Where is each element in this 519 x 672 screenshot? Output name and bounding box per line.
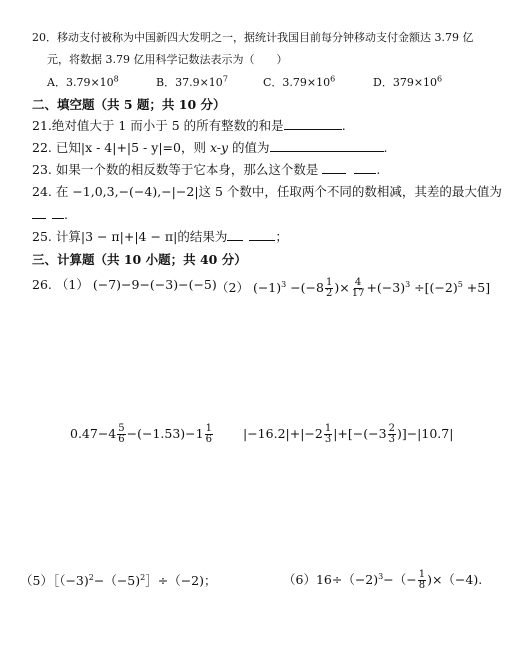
answer-blank[interactable] xyxy=(284,118,342,130)
expr-exponent: 3 xyxy=(281,280,287,289)
expr-exponent: 2 xyxy=(88,573,94,582)
part-label: （2） xyxy=(216,280,249,296)
expr-term: +(−3) xyxy=(366,280,406,296)
option-value: 37.9×10 xyxy=(175,76,223,89)
answer-blank[interactable] xyxy=(270,140,384,152)
option-label: A． xyxy=(47,76,66,89)
numerator: 2 xyxy=(388,423,395,434)
q22-variable: x-y xyxy=(209,140,229,155)
q26-label: 26. xyxy=(32,277,52,292)
q20-option-b xyxy=(156,74,228,90)
option-value: 3.79×10 xyxy=(65,76,114,89)
expr-term: 16÷（−2) xyxy=(315,572,379,588)
q20-line1: 20．移动支付被称为中国新四大发明之一，据统计我国目前每分钟移动支付金额达 3.79 亿 xyxy=(32,31,474,44)
q26-part1 xyxy=(32,277,217,293)
fraction xyxy=(418,570,426,591)
answer-blank[interactable] xyxy=(249,229,275,241)
section-3-title: 三、计算题（共 10 小题；共 40 分） xyxy=(32,252,247,267)
option-label: C． xyxy=(263,76,283,89)
expr-term: −（−5) xyxy=(93,573,141,589)
option-exponent: 6 xyxy=(330,74,336,84)
part-label: （5） xyxy=(20,573,53,589)
expr-term: |−16.2|+|−2 xyxy=(243,426,323,441)
option-label: B． xyxy=(156,76,176,89)
expr-term: −(−8 xyxy=(286,280,324,296)
denominator: 3 xyxy=(324,434,332,445)
option-exponent: 8 xyxy=(113,74,119,84)
expr-term: ÷[(−2) xyxy=(410,280,458,296)
numerator: 4 xyxy=(354,277,362,289)
expr-term: )]−|10.7| xyxy=(396,426,454,441)
expr-exponent: 2 xyxy=(140,573,146,582)
q22-suffix: 的值为 xyxy=(228,140,270,155)
denominator: 2 xyxy=(325,288,333,300)
q24-line2: . xyxy=(32,207,68,223)
numerator: 1 xyxy=(324,423,332,434)
q24-line1: 24. 在 −1,0,3,−(−4),−|−2|这 5 个数中，任取两个不同的数相减，其差的最大值为 xyxy=(32,184,502,199)
q21-text: 21.绝对值大于 1 而小于 5 的所有整数的和是 xyxy=(32,118,284,133)
answer-blank[interactable] xyxy=(322,162,346,174)
numerator: 1 xyxy=(418,569,426,581)
option-exponent: 6 xyxy=(437,74,443,84)
q22-text: 22. 已知|x - 4|+|5 - y|=0，则 xyxy=(32,140,210,155)
q20-option-c xyxy=(263,74,335,90)
expr-term: ］÷（−2)； xyxy=(145,573,217,589)
expr-term: −(−1.53)−1 xyxy=(126,426,204,441)
option-label: D． xyxy=(373,76,393,89)
fraction xyxy=(117,424,125,445)
option-exponent: 7 xyxy=(222,74,228,84)
q23-text: 23. 如果一个数的相反数等于它本身，那么这个数是 xyxy=(32,162,319,177)
q26-part4 xyxy=(243,421,453,447)
q26-part2 xyxy=(216,273,490,300)
section-2-title: 二、填空题（共 5 题；共 10 分） xyxy=(32,97,226,112)
expr-term: +5] xyxy=(462,280,491,296)
fraction xyxy=(324,424,332,445)
expr-term: )× xyxy=(334,280,350,296)
q26-part3 xyxy=(70,421,214,447)
answer-blank[interactable] xyxy=(52,207,64,219)
q26-part6 xyxy=(283,563,482,594)
numerator: 1 xyxy=(205,423,212,434)
expr-exponent: 5 xyxy=(457,280,463,289)
expr-term: 0.47−4 xyxy=(70,426,117,441)
fraction xyxy=(388,424,396,445)
option-value: 379×10 xyxy=(392,76,438,89)
q23-end: . xyxy=(376,162,381,177)
denominator: 17 xyxy=(351,288,365,300)
q23 xyxy=(32,162,380,178)
expr-term: )×（−4). xyxy=(427,572,483,588)
q22: 22. 已知|x - 4|+|5 - y|=0，则 x-y 的值为 . xyxy=(32,140,388,155)
part-label: （1） xyxy=(55,277,89,292)
q20-option-a xyxy=(47,74,119,90)
answer-blank[interactable] xyxy=(354,162,376,174)
denominator: 6 xyxy=(205,434,212,445)
option-value: 3.79×10 xyxy=(282,76,331,89)
part-label: （6） xyxy=(283,572,316,588)
answer-blank[interactable] xyxy=(227,229,243,241)
fraction xyxy=(205,424,213,445)
expr-term: |+[−(−3 xyxy=(333,426,387,441)
part1-expression: (−7)−9−(−3)−(−5) xyxy=(92,277,217,292)
part2-expression xyxy=(252,277,491,300)
q21: 21.绝对值大于 1 而小于 5 的所有整数的和是 . xyxy=(32,118,346,133)
denominator: 8 xyxy=(418,580,426,592)
q20-line2: 元，将数据 3.79 亿用科学记数法表示为（ ） xyxy=(47,53,288,66)
expr-term: −（− xyxy=(383,572,417,588)
fraction xyxy=(351,278,366,299)
numerator: 1 xyxy=(325,277,333,289)
expr-exponent: 3 xyxy=(405,280,411,289)
q25 xyxy=(32,229,288,245)
denominator: 6 xyxy=(118,434,125,445)
q25-text: 25. 计算|3 − π|+|4 − π|的结果为 xyxy=(32,229,228,244)
expr-term: (−1) xyxy=(252,280,282,296)
expr-term: ［（−3) xyxy=(52,573,89,589)
fraction xyxy=(325,278,333,299)
q20-option-d xyxy=(373,74,442,90)
numerator: 5 xyxy=(118,423,125,434)
expr-exponent: 3 xyxy=(378,572,384,581)
answer-blank[interactable] xyxy=(32,207,46,219)
q25-end: ； xyxy=(275,229,288,244)
q26-part5 xyxy=(20,566,217,593)
denominator: 3 xyxy=(388,434,395,445)
